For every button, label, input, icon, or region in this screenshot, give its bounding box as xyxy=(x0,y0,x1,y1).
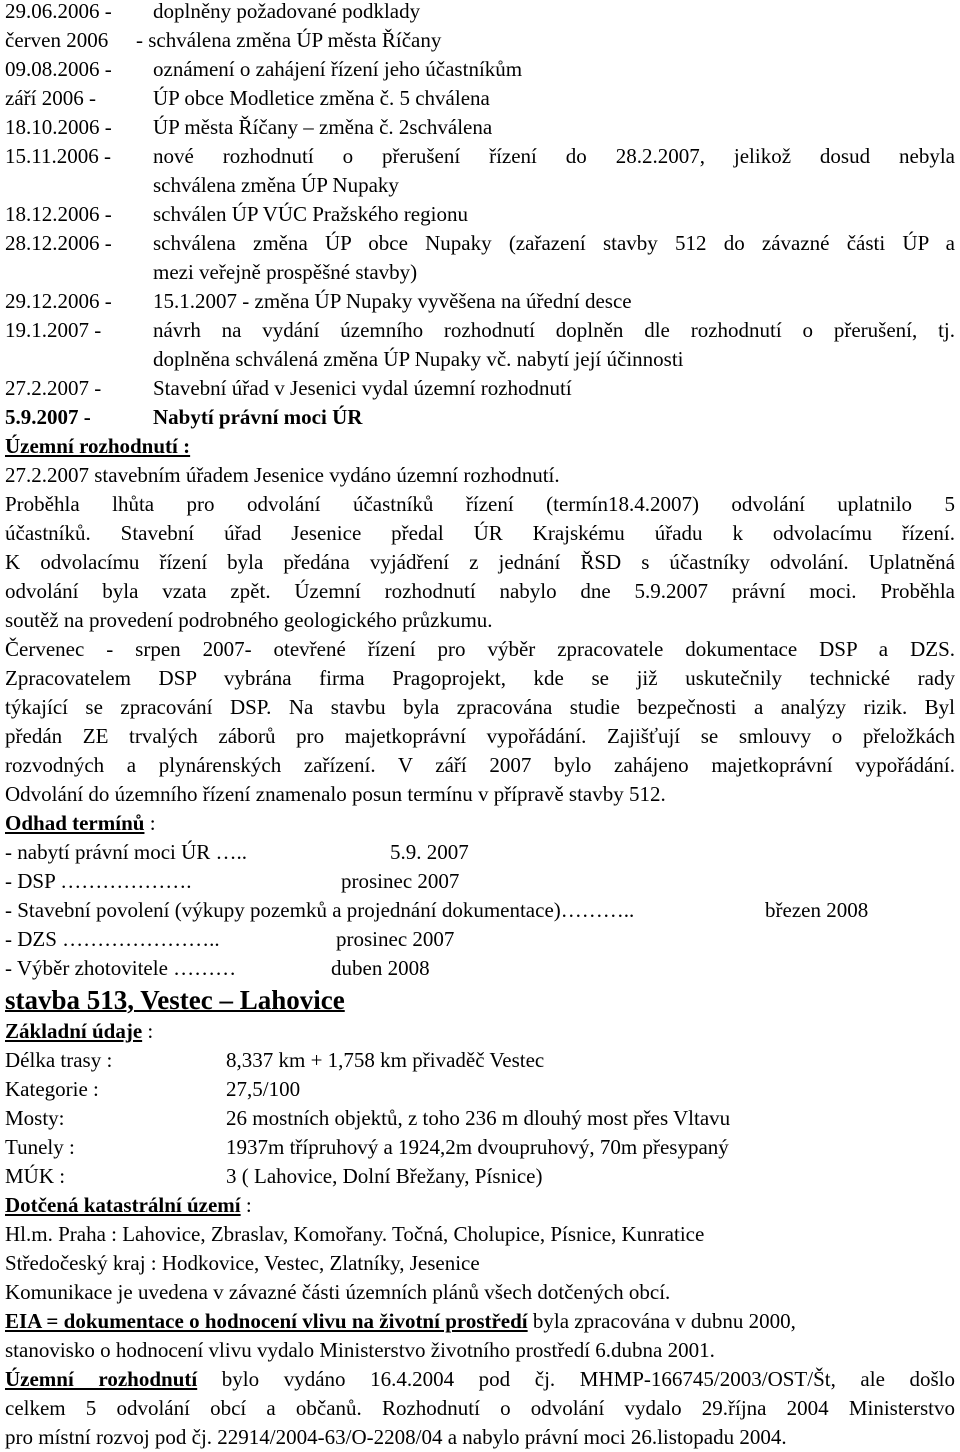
timeline-continuation: doplněna schválená změna ÚP Nupaky vč. nabytí její účinnosti xyxy=(153,347,684,371)
basic-row: Délka trasy : 8,337 km + 1,758 km přivaděč Vestec xyxy=(5,1048,545,1072)
timeline-continuation: schválena změna ÚP Nupaky xyxy=(153,173,399,197)
timeline-row: 27.2.2007 - Stavební úřad v Jesenici vydal územní rozhodnutí xyxy=(5,376,572,400)
paragraph-line: rozvodných a plynárenských zařízení. V září 2007 bylo zahájeno majetkoprávní vypořádání. xyxy=(5,753,955,777)
timeline-row: 28.12.2006 - schválena změna ÚP obce Nupaky (zařazení stavby 512 do závazné části ÚP a xyxy=(5,231,955,255)
section-heading-ur: Územní rozhodnutí : xyxy=(5,434,191,458)
paragraph-line: Odvolání do územního řízení znamenalo posun termínu v přípravě stavby 512. xyxy=(5,782,666,806)
basic-row: MÚK : 3 ( Lahovice, Dolní Břežany, Písnice) xyxy=(5,1164,543,1188)
paragraph-line: Středočeský kraj : Hodkovice, Vestec, Zlatníky, Jesenice xyxy=(5,1251,480,1275)
basic-row: Mosty: 26 mostních objektů, z toho 236 m dlouhý most přes Vltavu xyxy=(5,1106,731,1130)
basic-row: Kategorie : 27,5/100 xyxy=(5,1077,301,1101)
estimate-row: - Výběr zhotovitele ……… duben 2008 xyxy=(5,956,430,980)
timeline-row: 29.06.2006 - doplněny požadované podklady xyxy=(5,0,421,23)
paragraph-line: 27.2.2007 stavebním úřadem Jesenice vydáno územní rozhodnutí. xyxy=(5,463,560,487)
basic-row: Tunely : 1937m třípruhový a 1924,2m dvoupruhový, 70m přesypaný xyxy=(5,1135,729,1159)
timeline-row: 18.12.2006 - schválen ÚP VÚC Pražského regionu xyxy=(5,202,468,226)
section-heading-cadastral: Dotčená katastrální území : xyxy=(5,1193,252,1217)
estimate-row: - DSP ………………. prosinec 2007 xyxy=(5,869,460,893)
paragraph-line: předán ZE trvalých záborů pro majetkoprávní vypořádání. Zajišťují se smlouvy o přeložkách xyxy=(5,724,955,748)
paragraph-line: týkající se zpracování DSP. Na stavbu byla zpracována studie bezpečnosti a analýzy rizik. Byl xyxy=(5,695,955,719)
estimate-row: - Stavební povolení (výkupy pozemků a projednání dokumentace)……….. březen 2008 xyxy=(5,898,869,922)
paragraph-line: stanovisko o hodnocení vlivu vydalo Ministerstvo životního prostředí 6.dubna 2001. xyxy=(5,1338,715,1362)
timeline-row: červen 2006 - schválena změna ÚP města Říčany xyxy=(5,28,442,52)
paragraph-line: Proběhla lhůta pro odvolání účastníků řízení (termín18.4.2007) odvolání uplatnilo 5 xyxy=(5,492,955,516)
paragraph-line: pro místní rozvoj pod čj. 22914/2004-63/O-2208/04 a nabylo právní moci 26.listopadu 2004. xyxy=(5,1425,787,1449)
timeline-row: 29.12.2006 - 15.1.2007 - změna ÚP Nupaky vyvěšena na úřední desce xyxy=(5,289,632,313)
section-heading-estimates: Odhad termínů : xyxy=(5,811,156,835)
paragraph-line: Hl.m. Praha : Lahovice, Zbraslav, Komořany. Točná, Cholupice, Písnice, Kunratice xyxy=(5,1222,705,1246)
paragraph-line: odvolání byla vzata zpět. Územní rozhodnutí nabylo dne 5.9.2007 právní moci. Proběhla xyxy=(5,579,955,603)
timeline-continuation: mezi veřejně prospěšné stavby) xyxy=(153,260,418,284)
paragraph-line: účastníků. Stavební úřad Jesenice předal ÚR Krajskému úřadu k odvolacímu řízení. xyxy=(5,521,955,545)
timeline-row: 15.11.2006 - nové rozhodnutí o přerušení řízení do 28.2.2007, jelikož dosud nebyla xyxy=(5,144,955,168)
ur2-line: Územní rozhodnutí bylo vydáno 16.4.2004 pod čj. MHMP-166745/2003/OST/Št, ale došlo xyxy=(5,1367,955,1391)
estimate-row: - nabytí právní moci ÚR ….. 5.9. 2007 xyxy=(5,840,469,864)
paragraph-line: soutěž na provedení podrobného geologického průzkumu. xyxy=(5,608,493,632)
timeline-row-bold: 5.9.2007 - Nabytí právní moci ÚR xyxy=(5,405,363,429)
paragraph-line: K odvolacímu řízení byla předána vyjádření z jednání ŘSD s účastníky odvolání. Uplatněná xyxy=(5,550,955,574)
timeline-row: září 2006 - ÚP obce Modletice změna č. 5 chválena xyxy=(5,86,490,110)
document-page xyxy=(5,0,955,1452)
stavba-title: stavba 513, Vestec – Lahovice xyxy=(5,985,345,1015)
paragraph-line: Komunikace je uvedena v závazné části územních plánů všech dotčených obcí. xyxy=(5,1280,671,1304)
timeline-row: 09.08.2006 - oznámení o zahájení řízení jeho účastníkům xyxy=(5,57,523,81)
section-heading-basic: Základní údaje : xyxy=(5,1019,154,1043)
paragraph-line: Zpracovatelem DSP vybrána firma Pragoprojekt, kde se již uskutečnily technické rady xyxy=(5,666,955,690)
paragraph-line: Červenec - srpen 2007- otevřené řízení pro výběr zpracovatele dokumentace DSP a DZS. xyxy=(5,637,955,661)
estimate-row: - DZS ………………….. prosinec 2007 xyxy=(5,927,455,951)
timeline-row: 19.1.2007 - návrh na vydání územního rozhodnutí doplněn dle rozhodnutí o přerušení, tj. xyxy=(5,318,955,342)
timeline-row: 18.10.2006 - ÚP města Říčany – změna č. 2schválena xyxy=(5,115,493,139)
paragraph-line: celkem 5 odvolání obcí a občanů. Rozhodnutí o odvolání vydalo 29.října 2004 Ministerstvo xyxy=(5,1396,955,1420)
eia-line: EIA = dokumentace o hodnocení vlivu na životní prostředí byla zpracována v dubnu 2000, xyxy=(5,1309,796,1333)
